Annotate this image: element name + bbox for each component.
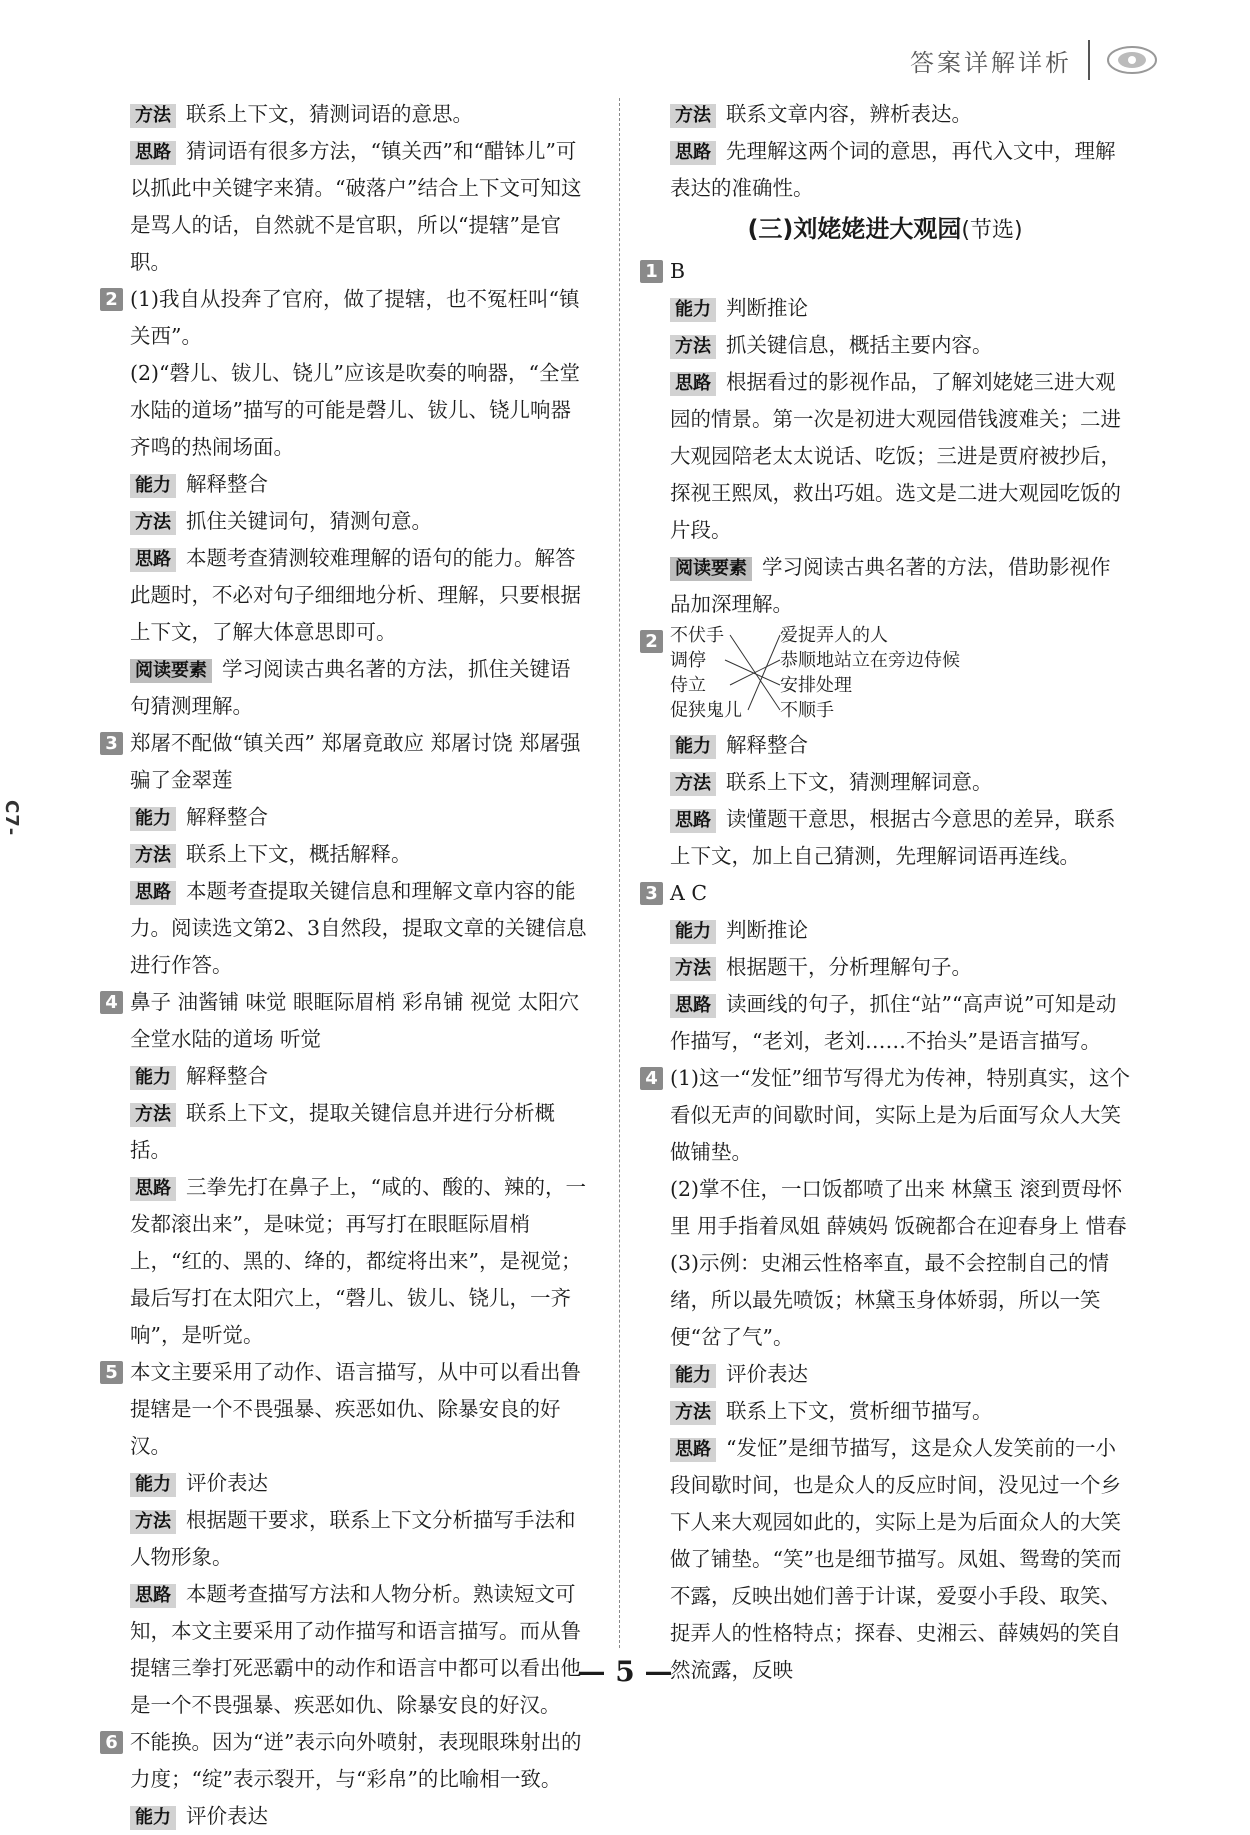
question-number: 3 [640, 882, 663, 905]
method-tag: 方法 [670, 957, 716, 981]
question-3 [640, 875, 1130, 912]
explanation-thinking [640, 986, 1130, 1060]
word-matching [670, 623, 1130, 721]
explanation-method [100, 836, 590, 873]
ability-tag: 能力 [670, 735, 716, 759]
method-text: 抓住关键词句，猜测句意。 [186, 509, 432, 533]
explanation-ability [100, 799, 590, 836]
right-column [640, 96, 1130, 1689]
section-title-main: (三)刘姥姥进大观园 [747, 215, 962, 243]
explanation-reading-element [100, 651, 590, 725]
thinking-tag: 思路 [670, 141, 716, 165]
thinking-text: 读画线的句子，抓住“站”“高声说”可知是动作描写，“老刘，老刘……不抬头”是语言描写。 [670, 992, 1117, 1053]
explanation-method [100, 1095, 590, 1169]
publisher-logo-icon [1104, 44, 1160, 76]
question-number: 3 [100, 732, 123, 755]
reading-element-tag: 阅读要素 [670, 557, 752, 581]
explanation-method [100, 96, 590, 133]
question-4 [640, 1060, 1130, 1356]
header-divider [1088, 40, 1090, 80]
ability-text: 解释整合 [186, 472, 268, 496]
answer-text: (2)掌不住，一口饭都喷了出来 林黛玉 滚到贾母怀里 用手指着凤姐 薛姨妈 饭碗都合在迎春身上 惜春 [670, 1177, 1127, 1238]
ability-tag: 能力 [130, 807, 176, 831]
thinking-text: 本题考查猜测较难理解的语句的能力。解答此题时，不必对句子细细地分析、理解，只要根据上下文，了解大体意思即可。 [130, 546, 581, 644]
explanation-method [100, 1502, 590, 1576]
ability-tag: 能力 [130, 1066, 176, 1090]
method-text: 联系上下文，提取关键信息并进行分析概括。 [130, 1101, 555, 1162]
matching-word: 侍立 [670, 675, 706, 696]
explanation-method [640, 96, 1130, 133]
question-2 [640, 623, 1130, 721]
question-number: 4 [100, 991, 123, 1014]
thinking-text: 本题考查描写方法和人物分析。熟读短文可知，本文主要采用了动作描写和语言描写。而从鲁提辖三拳打死恶霸中的动作和语言中都可以看出他是一个不畏强暴、疾恶如仇、除暴安良的好汉。 [130, 1582, 581, 1717]
explanation-thinking [100, 1576, 590, 1724]
thinking-tag: 思路 [130, 881, 176, 905]
method-text: 联系上下文，赏析细节描写。 [726, 1399, 993, 1423]
thinking-tag: 思路 [130, 1584, 176, 1608]
matching-meanings [780, 623, 1040, 723]
matching-word: 促狭鬼儿 [670, 700, 742, 721]
column-divider [619, 98, 620, 1648]
explanation-reading-element [640, 549, 1130, 623]
question-number: 5 [100, 1361, 123, 1384]
thinking-tag: 思路 [130, 548, 176, 572]
answer-text: (1)我自从投奔了官府，做了提辖，也不冤枉叫“镇关西”。 [130, 287, 580, 348]
answer-text: 不能换。因为“迸”表示向外喷射，表现眼珠射出的力度；“绽”表示裂开，与“彩帛”的比喻相一致。 [130, 1730, 582, 1791]
answer-text: A C [670, 881, 708, 905]
explanation-method [640, 1393, 1130, 1430]
answer-text: (2)“磬儿、钹儿、铙儿”应该是吹奏的响器，“全堂水陆的道场”描写的可能是磬儿、钹儿、铙儿响器齐鸣的热闹场面。 [130, 361, 580, 459]
method-text: 抓关键信息，概括主要内容。 [726, 333, 993, 357]
thinking-text: 读懂题干意思，根据古今意思的差异，联系上下文，加上自己猜测，先理解词语再连线。 [670, 807, 1116, 868]
method-tag: 方法 [130, 1510, 176, 1534]
matching-word: 调停 [670, 650, 706, 671]
explanation-ability [100, 1465, 590, 1502]
matching-meaning: 恭顺地站立在旁边侍候 [780, 650, 960, 671]
thinking-tag: 思路 [670, 809, 716, 833]
method-tag: 方法 [130, 511, 176, 535]
thinking-text: 猜词语有很多方法，“镇关西”和“醋钵儿”可以抓此中关键字来猜。“破落户”结合上下文可知这是骂人的话，自然就不是官职，所以“提辖”是官职。 [130, 139, 582, 274]
thinking-text: 根据看过的影视作品，了解刘姥姥三进大观园的情景。第一次是初进大观园借钱渡难关；二进大观园陪老太太说话、吃饭；三进是贾府被抄后，探视王熙凤，救出巧姐。选文是二进大观园吃饭的片段。 [670, 370, 1121, 542]
explanation-thinking [640, 1430, 1130, 1689]
reading-element-tag: 阅读要素 [130, 659, 212, 683]
question-number: 4 [640, 1067, 663, 1090]
explanation-method [100, 503, 590, 540]
question-1 [640, 253, 1130, 290]
explanation-ability [640, 1356, 1130, 1393]
method-text: 联系上下文，猜测理解词意。 [726, 770, 993, 794]
method-text: 联系文章内容，辨析表达。 [726, 102, 972, 126]
question-number: 2 [100, 288, 123, 311]
question-4 [100, 984, 590, 1058]
thinking-tag: 思路 [670, 1438, 716, 1462]
ability-text: 评价表达 [726, 1362, 808, 1386]
answer-text: B [670, 259, 686, 283]
method-tag: 方法 [670, 335, 716, 359]
method-tag: 方法 [130, 1103, 176, 1127]
ability-text: 解释整合 [186, 805, 268, 829]
answer-text: 郑屠不配做“镇关西” 郑屠竟敢应 郑屠讨饶 郑屠强骗了金翠莲 [130, 731, 581, 792]
ability-text: 解释整合 [726, 733, 808, 757]
ability-tag: 能力 [130, 1473, 176, 1497]
ability-tag: 能力 [130, 1806, 176, 1830]
section-title-sub: (节选) [961, 218, 1023, 243]
method-tag: 方法 [670, 1401, 716, 1425]
answer-text: 本文主要采用了动作、语言描写，从中可以看出鲁提辖是一个不畏强暴、疾恶如仇、除暴安良的好汉。 [130, 1360, 581, 1458]
matching-meaning: 爱捉弄人的人 [780, 625, 888, 646]
thinking-tag: 思路 [130, 141, 176, 165]
question-number: 1 [640, 260, 663, 283]
answer-text: 鼻子 油酱铺 味觉 眼眶际眉梢 彩帛铺 视觉 太阳穴 全堂水陆的道场 听觉 [130, 990, 580, 1051]
thinking-text: 三拳先打在鼻子上，“咸的、酸的、辣的，一发都滚出来”，是味觉；再写打在眼眶际眉梢上，“红的、黑的、绛的，都绽将出来”，是视觉；最后写打在太阳穴上，“磬儿、钹儿、铙儿，一齐响”，是听觉。 [130, 1175, 586, 1347]
explanation-thinking [100, 873, 590, 984]
ability-tag: 能力 [670, 920, 716, 944]
page-header [910, 38, 1160, 82]
thinking-text: 本题考查提取关键信息和理解文章内容的能力。阅读选文第2、3自然段，提取文章的关键信息进行作答。 [130, 879, 587, 977]
method-text: 根据题干要求，联系上下文分析描写手法和人物形象。 [130, 1508, 576, 1569]
matching-word: 不伏手 [670, 625, 724, 646]
question-number: 6 [100, 1731, 123, 1754]
page-number: — 5 — [577, 1655, 673, 1688]
method-tag: 方法 [670, 772, 716, 796]
explanation-thinking [640, 801, 1130, 875]
explanation-thinking [640, 133, 1130, 207]
explanation-thinking [100, 133, 590, 281]
question-3 [100, 725, 590, 799]
ability-text: 判断推论 [726, 918, 808, 942]
reading-element-text: 学习阅读古典名著的方法，借助影视作品加深理解。 [670, 555, 1111, 616]
explanation-ability [100, 1058, 590, 1095]
explanation-ability [100, 1798, 590, 1835]
side-code: C7- [1, 800, 22, 837]
thinking-tag: 思路 [670, 994, 716, 1018]
header-title: 答案详解详析 [910, 48, 1072, 77]
explanation-ability [100, 466, 590, 503]
thinking-text: 先理解这两个词的意思，再代入文中，理解表达的准确性。 [670, 139, 1116, 200]
explanation-method [640, 949, 1130, 986]
answer-text: (3)示例：史湘云性格率直，最不会控制自己的情绪，所以最先喷饭；林黛玉身体娇弱，所以一笑便“岔了气”。 [670, 1251, 1110, 1349]
matching-meaning: 不顺手 [780, 700, 834, 721]
explanation-thinking [100, 540, 590, 651]
question-2 [100, 281, 590, 466]
reading-element-text: 学习阅读古典名著的方法，抓住关键语句猜测理解。 [130, 657, 571, 718]
ability-tag: 能力 [670, 1364, 716, 1388]
question-5 [100, 1354, 590, 1465]
question-6 [100, 1724, 590, 1798]
ability-text: 评价表达 [186, 1471, 268, 1495]
left-column [100, 96, 590, 1835]
matching-meaning: 安排处理 [780, 675, 852, 696]
ability-tag: 能力 [670, 298, 716, 322]
explanation-ability [640, 912, 1130, 949]
method-text: 根据题干，分析理解句子。 [726, 955, 972, 979]
question-number: 2 [640, 630, 663, 653]
explanation-ability [640, 727, 1130, 764]
ability-text: 解释整合 [186, 1064, 268, 1088]
method-text: 联系上下文，概括解释。 [186, 842, 412, 866]
explanation-method [640, 764, 1130, 801]
ability-text: 判断推论 [726, 296, 808, 320]
explanation-thinking [640, 364, 1130, 549]
explanation-thinking [100, 1169, 590, 1354]
method-tag: 方法 [130, 104, 176, 128]
method-tag: 方法 [130, 844, 176, 868]
method-tag: 方法 [670, 104, 716, 128]
explanation-ability [640, 290, 1130, 327]
method-text: 联系上下文，猜测词语的意思。 [186, 102, 473, 126]
explanation-method [640, 327, 1130, 364]
ability-tag: 能力 [130, 474, 176, 498]
answer-text: (1)这一“发怔”细节写得尤为传神，特别真实，这个看似无声的间歇时间，实际上是为后面写众人大笑做铺垫。 [670, 1066, 1130, 1164]
thinking-tag: 思路 [130, 1177, 176, 1201]
thinking-text: “发怔”是细节描写，这是众人发笑前的一小段间歇时间，也是众人的反应时间，没见过一个乡下人来大观园如此的，实际上是为后面众人的大笑做了铺垫。“笑”也是细节描写。凤姐、鸳鸯的笑而不露，反映出她们善于计谋，爱耍小手段、取笑、捉弄人的性格特点；探春、史湘云、薛姨妈的笑自然流露，反映 [670, 1436, 1122, 1682]
section-title [640, 207, 1130, 253]
thinking-tag: 思路 [670, 372, 716, 396]
ability-text: 评价表达 [186, 1804, 268, 1828]
